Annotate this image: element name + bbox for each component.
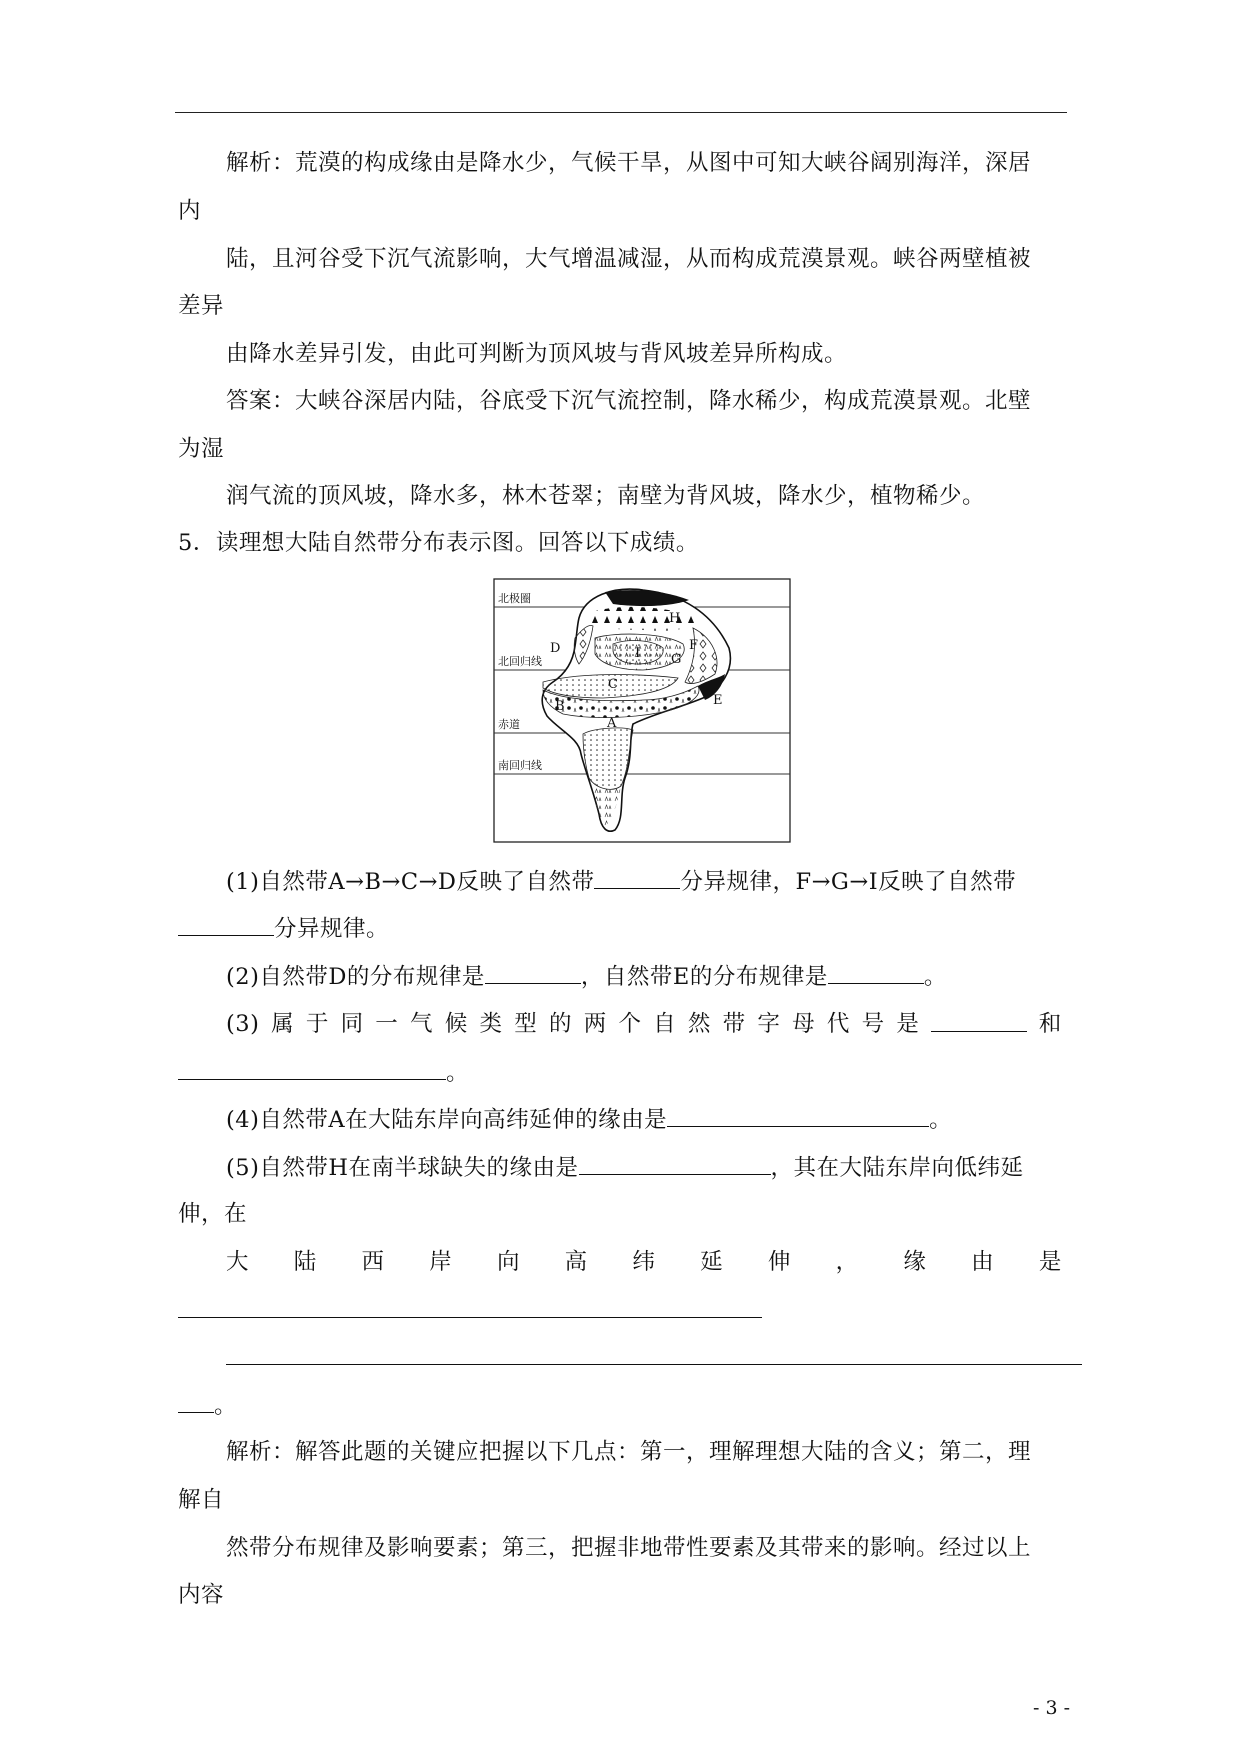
q2-text-c: 。 bbox=[923, 964, 947, 990]
q5-line1 bbox=[226, 1152, 1024, 1183]
q5-char: 纬 bbox=[632, 1249, 656, 1275]
q5-blank-4[interactable] bbox=[178, 1390, 214, 1413]
zone-label-i: I bbox=[635, 646, 641, 661]
q3-blank-1[interactable] bbox=[931, 1009, 1027, 1032]
q3-and: 和 bbox=[1038, 1011, 1062, 1037]
q4-text-b: 。 bbox=[929, 1107, 953, 1133]
zone-label-e: E bbox=[713, 693, 723, 708]
analysis1-line2: 陆，且河谷受下沉气流影响，大气增温减湿，从而构成荒漠景观。峡谷两壁植被 bbox=[226, 246, 1032, 272]
q3-char: 的 bbox=[548, 1011, 572, 1037]
q3-char: 个 bbox=[618, 1011, 642, 1037]
zone-label-c: C bbox=[608, 677, 618, 692]
q5-char: 由 bbox=[971, 1249, 995, 1275]
q1-line2 bbox=[178, 913, 389, 944]
q3-char: 两 bbox=[583, 1011, 607, 1037]
q5-text-a: (5)自然带H在南半球缺失的缘由是 bbox=[226, 1155, 579, 1181]
q3-char: 自 bbox=[653, 1011, 677, 1037]
answer1-line1: 答案：大峡谷深居内陆，谷底受下沉气流控制，降水稀少，构成荒漠景观。北壁 bbox=[226, 388, 1032, 414]
q5-end: 。 bbox=[214, 1393, 238, 1419]
zone-label-h: H bbox=[669, 611, 681, 626]
q3-char: 然 bbox=[687, 1011, 711, 1037]
q1-text-b: 分异规律，F→G→I反映了自然带 bbox=[680, 869, 1017, 895]
q5-char: 西 bbox=[361, 1249, 385, 1275]
q3-char: 属 bbox=[271, 1011, 295, 1037]
q1-blank-1[interactable] bbox=[594, 866, 680, 889]
q2-blank-1[interactable] bbox=[485, 961, 581, 984]
q5-blank-1[interactable] bbox=[579, 1152, 771, 1175]
q2-line bbox=[226, 961, 947, 992]
q4-text-a: (4)自然带A在大陆东岸向高纬延伸的缘由是 bbox=[226, 1107, 668, 1133]
q5-char: 向 bbox=[496, 1249, 520, 1275]
zone-label-b: B bbox=[555, 699, 565, 714]
q3-char: 母 bbox=[792, 1011, 816, 1037]
q1-text-a: (1)自然带A→B→C→D反映了自然带 bbox=[226, 869, 595, 895]
q3-char: 号 bbox=[861, 1011, 885, 1037]
analysis2-line1b: 解自 bbox=[178, 1487, 225, 1513]
q2-text-b: ，自然带E的分布规律是 bbox=[580, 964, 828, 990]
question5-stem: 5．读理想大陆自然带分布表示图。回答以下成绩。 bbox=[178, 530, 699, 556]
zone-label-a: A bbox=[607, 716, 617, 731]
q3-end: 。 bbox=[446, 1060, 470, 1086]
q5-text-b: ，其在大陆东岸向低纬延 bbox=[770, 1155, 1024, 1181]
q3-char: 一 bbox=[375, 1011, 399, 1037]
q1-text-c: 分异规律。 bbox=[274, 916, 390, 942]
analysis1-line1b: 内 bbox=[178, 198, 202, 224]
q5-char: 陆 bbox=[293, 1249, 317, 1275]
continent-figure bbox=[493, 578, 791, 843]
answer1-line2: 润气流的顶风坡，降水多，林木苍翠；南壁为背风坡，降水少，植物稀少。 bbox=[226, 483, 986, 509]
q3-char: 于 bbox=[305, 1011, 329, 1037]
q2-text-a: (2)自然带D的分布规律是 bbox=[226, 964, 485, 990]
q1-line1 bbox=[226, 866, 1016, 897]
zone-label-g: G bbox=[671, 652, 682, 667]
q3-char: 候 bbox=[444, 1011, 468, 1037]
lat-label-arctic-circle: 北极圈 bbox=[498, 592, 531, 605]
q5-line4 bbox=[178, 1295, 762, 1326]
analysis2-line2: 然带分布规律及影响要素；第三，把握非地带性要素及其带来的影响。经过以上 bbox=[226, 1535, 1032, 1561]
q3-char: 气 bbox=[410, 1011, 434, 1037]
lat-label-equator: 赤道 bbox=[498, 718, 520, 731]
lat-label-tropic-cancer: 北回归线 bbox=[498, 655, 542, 668]
header-rule bbox=[175, 112, 1067, 113]
q5-line6 bbox=[178, 1390, 237, 1421]
q3-char: 代 bbox=[826, 1011, 850, 1037]
q2-blank-2[interactable] bbox=[828, 961, 924, 984]
q3-char: 型 bbox=[514, 1011, 538, 1037]
q3-line1 bbox=[226, 1009, 1062, 1039]
q5-char: 是 bbox=[1038, 1249, 1062, 1275]
q4-line bbox=[226, 1104, 952, 1135]
q5-line3 bbox=[226, 1247, 1062, 1277]
q5-line5 bbox=[226, 1342, 1082, 1373]
q3-char: 是 bbox=[896, 1011, 920, 1037]
q3-char: 同 bbox=[340, 1011, 364, 1037]
q5-char: 缘 bbox=[903, 1249, 927, 1275]
answer1-line1b: 为湿 bbox=[178, 436, 225, 462]
q3-char: 字 bbox=[757, 1011, 781, 1037]
q3-blank-2[interactable] bbox=[178, 1057, 446, 1080]
q5-blank-3[interactable] bbox=[226, 1342, 1082, 1365]
q3-char: 类 bbox=[479, 1011, 503, 1037]
q3-char: 带 bbox=[722, 1011, 746, 1037]
q5-char: 大 bbox=[226, 1249, 250, 1275]
page-number: - 3 - bbox=[1033, 1697, 1071, 1719]
q5-blank-2[interactable] bbox=[178, 1295, 762, 1318]
q3-line2 bbox=[178, 1057, 469, 1088]
analysis1-line3: 由降水差异引发，由此可判断为顶风坡与背风坡差异所构成。 bbox=[226, 341, 848, 367]
q5-char: 延 bbox=[700, 1249, 724, 1275]
q5-char: 岸 bbox=[429, 1249, 453, 1275]
q4-blank[interactable] bbox=[667, 1104, 929, 1127]
q1-blank-2[interactable] bbox=[178, 913, 274, 936]
analysis2-line1: 解析：解答此题的关键应把握以下几点：第一，理解理想大陆的含义；第二，理 bbox=[226, 1439, 1032, 1465]
q5-char: 高 bbox=[564, 1249, 588, 1275]
q5-text-c: 伸，在 bbox=[178, 1201, 248, 1227]
lat-label-tropic-capricorn: 南回归线 bbox=[498, 759, 542, 772]
q3-char: (3) bbox=[226, 1011, 260, 1037]
q5-char: 伸 bbox=[767, 1249, 791, 1275]
analysis2-line2b: 内容 bbox=[178, 1582, 225, 1608]
q5-char: ， bbox=[835, 1249, 859, 1275]
zone-label-d: D bbox=[550, 641, 561, 656]
analysis1-line2b: 差异 bbox=[178, 293, 225, 319]
analysis1-line1: 解析：荒漠的构成缘由是降水少，气候干旱，从图中可知大峡谷阔别海洋，深居 bbox=[226, 150, 1032, 176]
zone-label-f: F bbox=[689, 638, 699, 653]
